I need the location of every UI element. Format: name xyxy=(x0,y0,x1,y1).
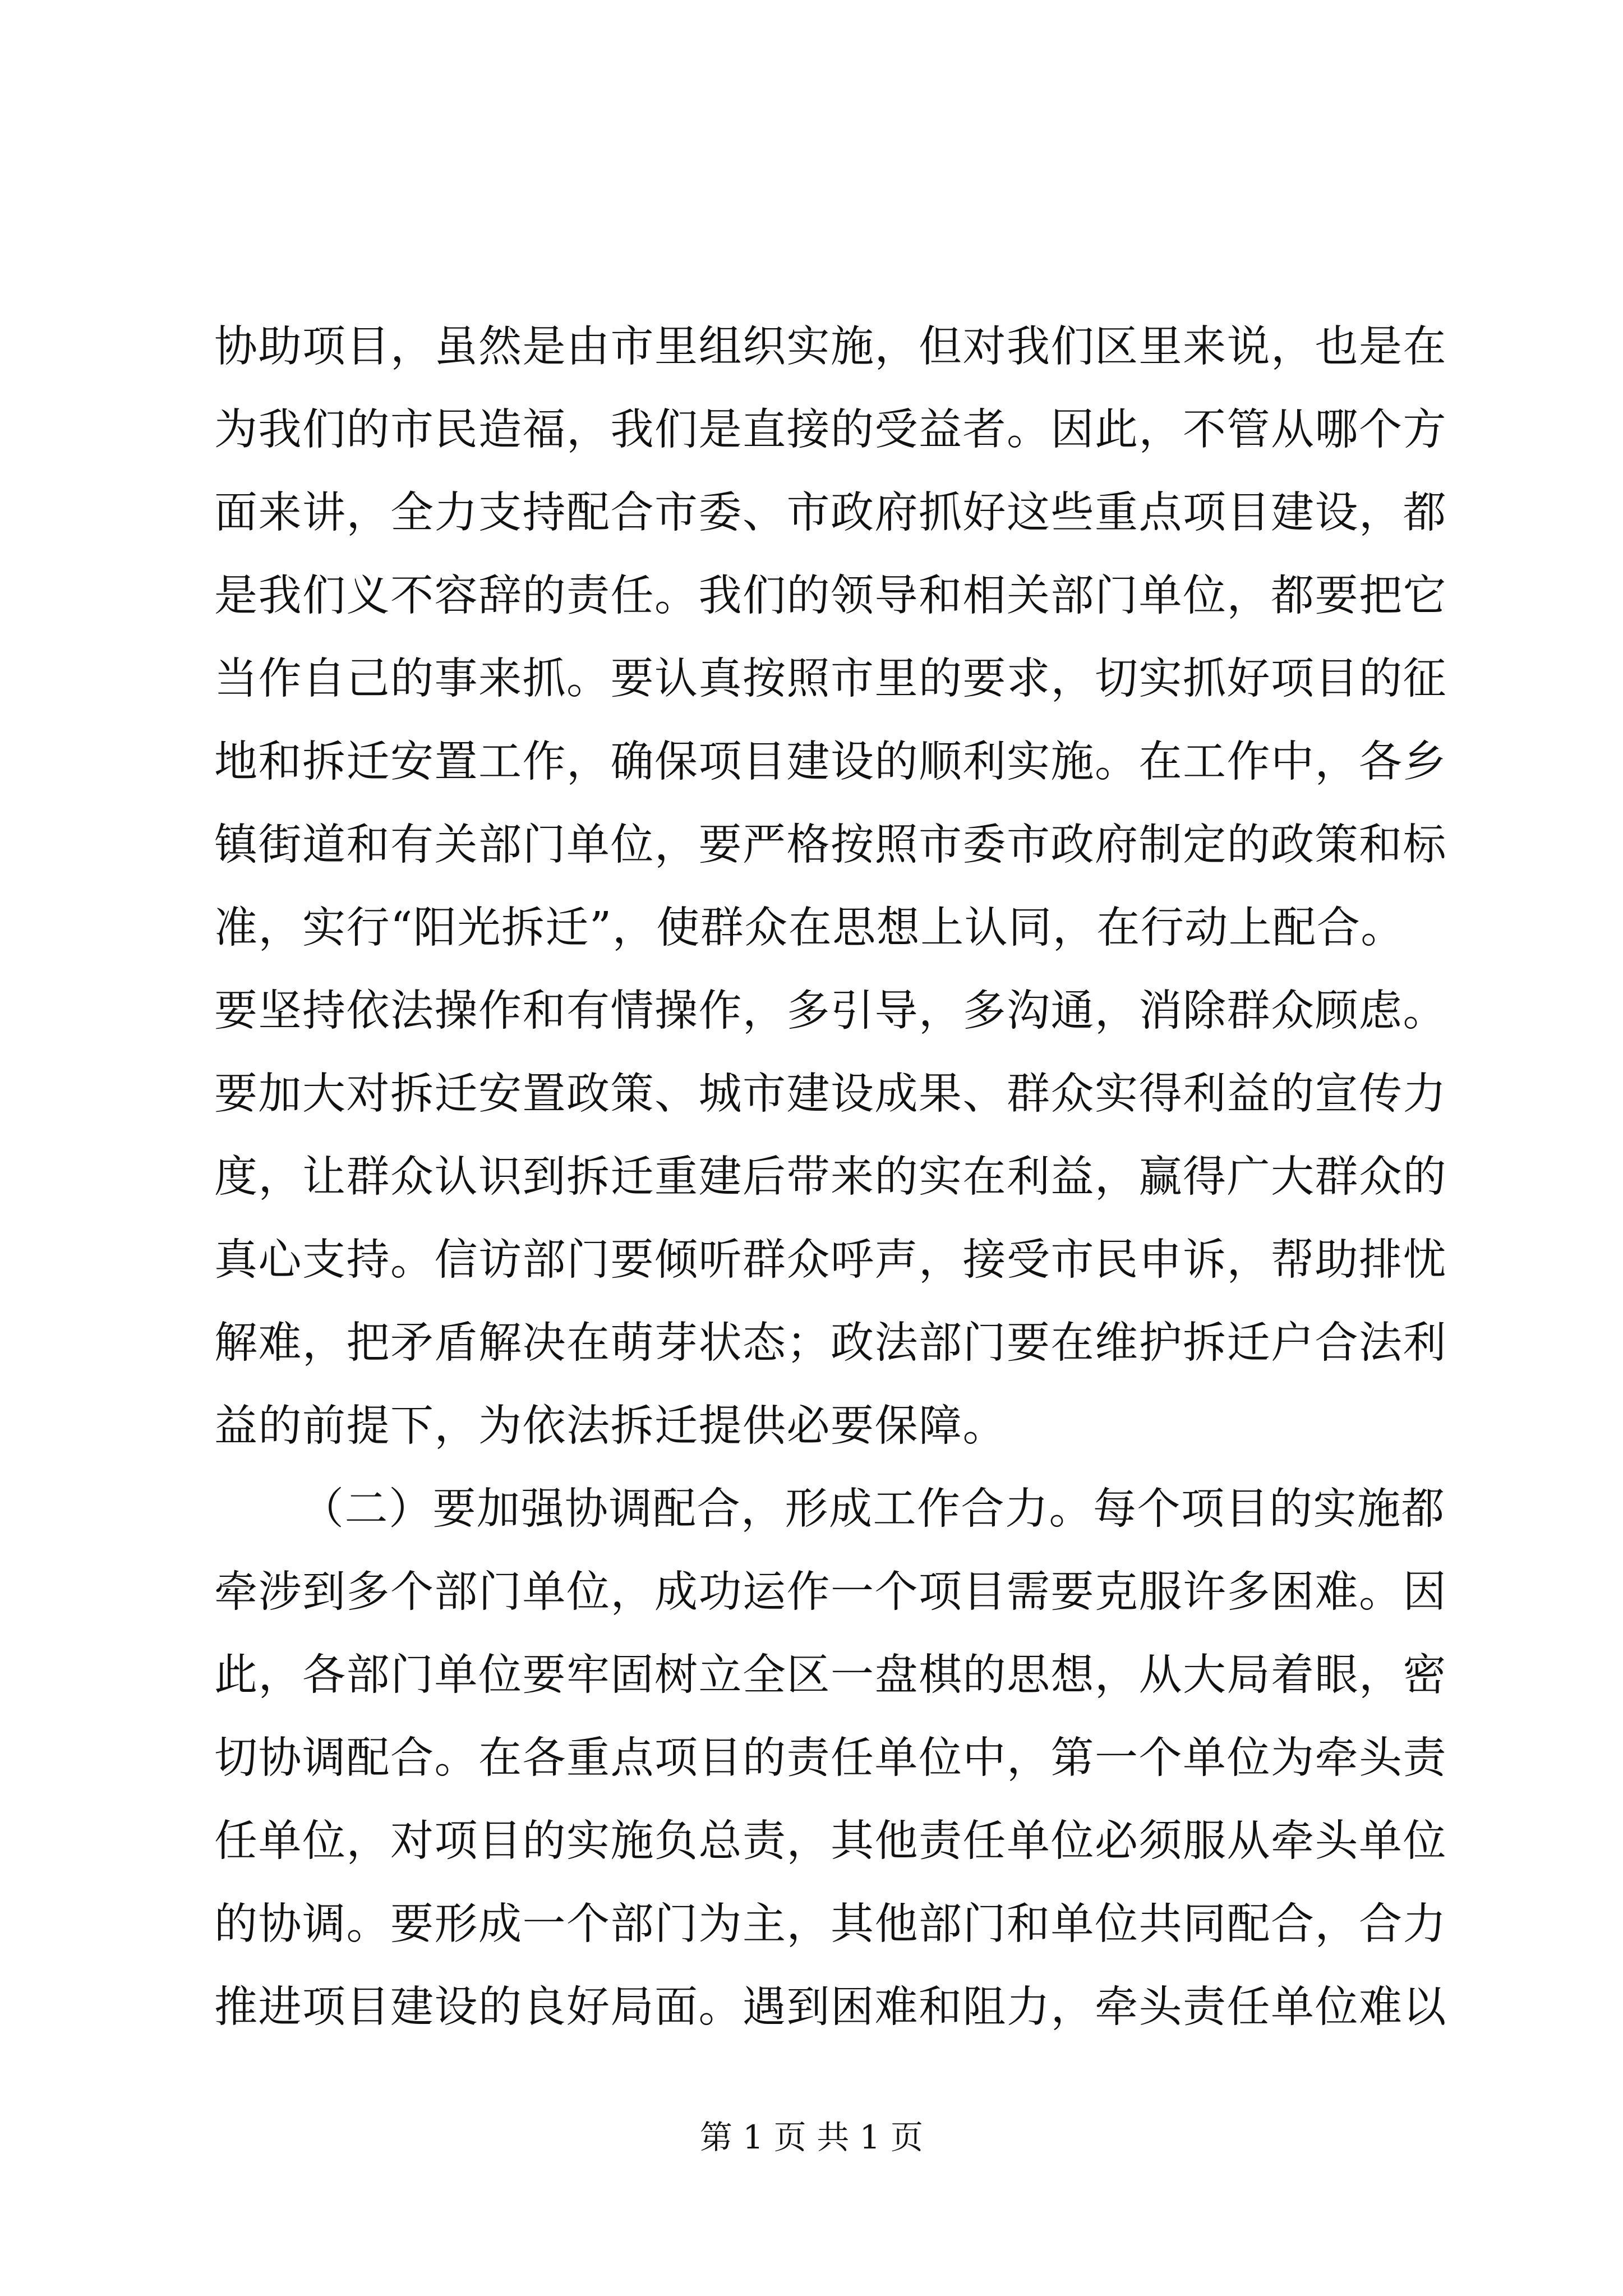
page-number-footer: 第 1 页 共 1 页 xyxy=(700,2118,923,2156)
text-line: 解难，把矛盾解决在萌芽状态；政法部门要在维护拆迁户合法利 xyxy=(214,1318,1447,1368)
text-line: 地和拆迁安置工作，确保项目建设的顺利实施。在工作中，各乡 xyxy=(214,737,1447,787)
text-line: 是我们义不容辞的责任。我们的领导和相关部门单位，都要把它 xyxy=(214,571,1447,621)
text-line: 此，各部门单位要牢固树立全区一盘棋的思想，从大局着眼，密 xyxy=(214,1650,1447,1700)
text-line: 面来讲，全力支持配合市委、市政府抓好这些重点项目建设，都 xyxy=(214,488,1447,538)
text-line: 真心支持。信访部门要倾听群众呼声，接受市民申诉，帮助排忧 xyxy=(214,1235,1447,1285)
text-line: 任单位，对项目的实施负总责，其他责任单位必须服从牵头单位 xyxy=(214,1816,1447,1866)
text-line: 准，实行“阳光拆迁”，使群众在思想上认同，在行动上配合。 xyxy=(214,903,1405,953)
text-line: 要坚持依法操作和有情操作，多引导，多沟通，消除群众顾虑。 xyxy=(214,986,1447,1036)
text-line: 的协调。要形成一个部门为主，其他部门和单位共同配合，合力 xyxy=(214,1899,1447,1949)
text-line: 益的前提下，为依法拆迁提供必要保障。 xyxy=(214,1401,1007,1451)
text-line: 当作自己的事来抓。要认真按照市里的要求，切实抓好项目的征 xyxy=(214,654,1447,704)
text-line: 推进项目建设的良好局面。遇到困难和阻力，牵头责任单位难以 xyxy=(214,1982,1447,2032)
section-heading-line: （二）要加强协调配合，形成工作合力。每个项目的实施都 xyxy=(301,1484,1445,1534)
text-line: 为我们的市民造福，我们是直接的受益者。因此，不管从哪个方 xyxy=(214,405,1447,455)
document-body xyxy=(214,306,1447,2049)
text-line: 牵涉到多个部门单位，成功运作一个项目需要克服许多困难。因 xyxy=(214,1567,1447,1617)
text-line: 度，让群众认识到拆迁重建后带来的实在利益，赢得广大群众的 xyxy=(214,1152,1447,1202)
text-line: 要加大对拆迁安置政策、城市建设成果、群众实得利益的宣传力 xyxy=(214,1069,1447,1119)
text-line: 切协调配合。在各重点项目的责任单位中，第一个单位为牵头责 xyxy=(214,1733,1447,1783)
text-line: 镇街道和有关部门单位，要严格按照市委市政府制定的政策和标 xyxy=(214,820,1447,870)
text-line: 协助项目，虽然是由市里组织实施，但对我们区里来说，也是在 xyxy=(214,322,1447,372)
